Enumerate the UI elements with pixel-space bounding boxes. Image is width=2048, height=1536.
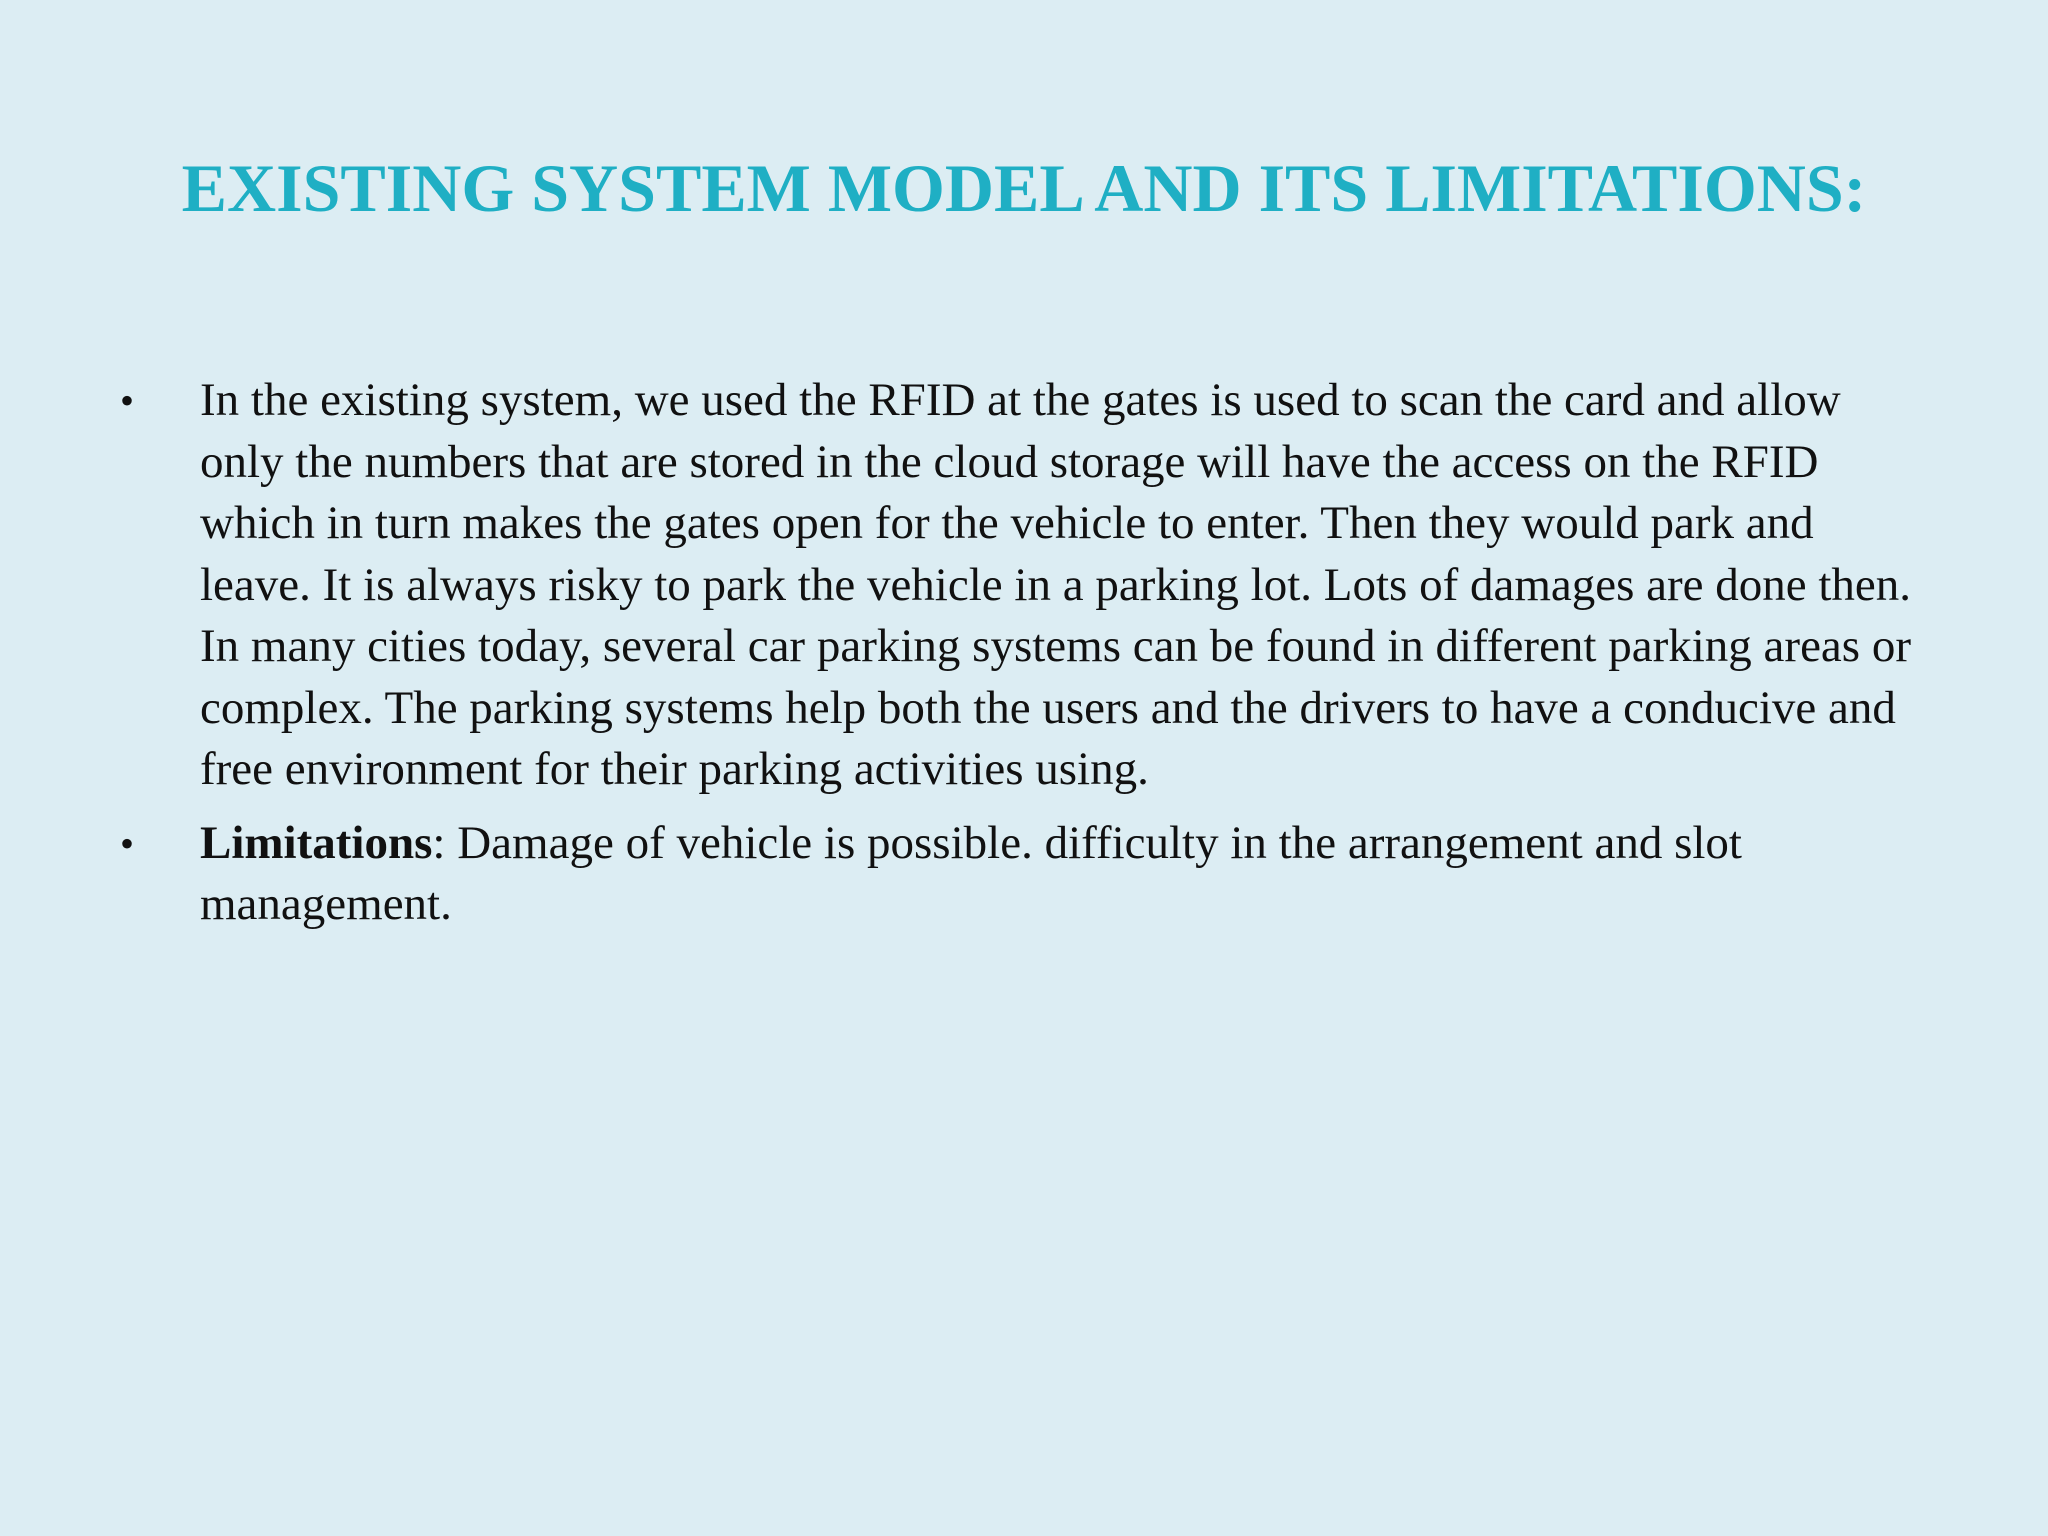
limitations-text: : Damage of vehicle is possible. difficulty in the arrangement and slot management.	[200, 816, 1742, 930]
existing-system-text: In the existing system, we used the RFID at the gates is used to scan the card and allow only the numbers that are stored in the cloud storage will have the access on the RFID which in turn makes the gates open for the vehicle to enter. Then they would park and leave. It is always risky to park the vehicle in a parking lot. Lots of damages are done then. In many cities today, several car parking systems can be found in different parking areas or complex. The parking systems help both the users and the drivers to have a conducive and free environment for their parking activities using.	[200, 374, 1912, 795]
limitations-text-container	[200, 813, 1920, 936]
slide-title: EXISTING SYSTEM MODEL AND ITS LIMITATIONS:	[181, 150, 1867, 226]
bullet-marker: •	[120, 820, 135, 866]
bullet-list	[120, 370, 1920, 936]
bullet-marker: •	[120, 378, 135, 423]
bullet-limitations	[120, 813, 1920, 936]
bullet-existing-system	[120, 370, 1920, 801]
limitations-label: Limitations	[200, 816, 433, 869]
